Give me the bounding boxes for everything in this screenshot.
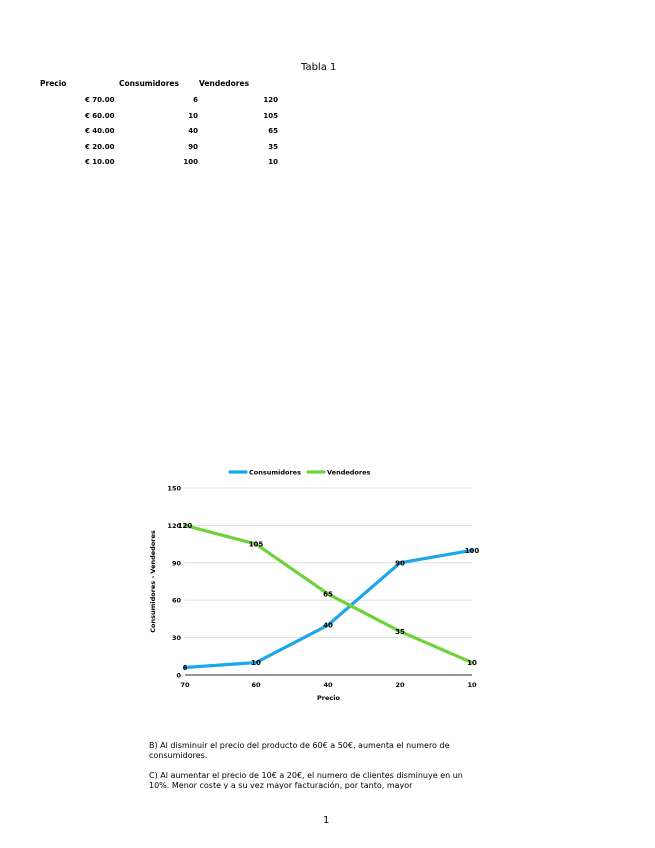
- table-cell-precio: € 60.00: [85, 111, 115, 120]
- legend-label-consumidores: Consumidores: [249, 468, 301, 477]
- table-title: Tabla 1: [301, 62, 337, 73]
- data-label: 10: [251, 659, 261, 668]
- data-label: 90: [395, 559, 405, 568]
- y-axis-title: Consumidores - Vendedores: [149, 530, 157, 633]
- table-cell-vendedores: 65: [268, 127, 278, 135]
- series-line-consumidores: [185, 550, 472, 667]
- x-tick-label: 40: [323, 681, 333, 689]
- table-cell-precio: € 70.00: [85, 96, 115, 104]
- data-label: 10: [467, 659, 477, 668]
- y-tick-label: 30: [171, 634, 181, 643]
- y-tick-label: 0: [176, 671, 181, 680]
- data-label: 120: [177, 521, 193, 530]
- table-cell-precio: € 40.00: [85, 127, 115, 135]
- paragraph-b: B) Al disminuir el precio del producto de 60€ a 50€, aumenta el numero de consumidores.: [149, 741, 450, 760]
- table-cell-vendedores: 10: [268, 158, 278, 166]
- table-cell-precio: € 20.00: [85, 142, 115, 151]
- data-label: 35: [395, 627, 405, 636]
- paragraph-c: C) Al aumentar el precio de 10€ a 20€, el numero de clientes disminuye en un 10%. Menor coste y a su vez mayor facturación, por tanto, mayor: [149, 771, 463, 789]
- data-label: 40: [323, 621, 333, 630]
- data-label: 6: [182, 664, 188, 673]
- y-tick-label: 60: [171, 596, 181, 605]
- table-cell-consumidores: 6: [193, 96, 198, 104]
- x-tick-label: 60: [251, 681, 261, 689]
- y-tick-label: 150: [167, 484, 181, 493]
- table-cell-vendedores: 105: [263, 111, 278, 120]
- header-vendedores: Vendedores: [199, 79, 250, 88]
- chart-svg: [145, 462, 485, 712]
- x-tick-label: 70: [180, 681, 190, 689]
- header-precio: Precio: [40, 79, 67, 88]
- table-cell-precio: € 10.00: [85, 158, 115, 166]
- table-cell-consumidores: 90: [188, 142, 198, 151]
- x-tick-label: 20: [395, 681, 405, 689]
- table-cell-consumidores: 100: [183, 158, 198, 166]
- line-chart: [145, 462, 485, 716]
- table-cell-vendedores: 35: [268, 142, 278, 151]
- legend-label-vendedores: Vendedores: [327, 468, 371, 477]
- y-tick-label: 90: [171, 559, 181, 568]
- page-number: 1: [323, 815, 330, 826]
- header-consumidores: Consumidores: [119, 79, 179, 88]
- data-label: 65: [323, 590, 333, 599]
- x-axis-title: Precio: [317, 694, 340, 702]
- data-label: 105: [248, 540, 264, 549]
- data-label: 100: [464, 546, 480, 555]
- table-cell-vendedores: 120: [263, 96, 278, 104]
- y-tick-label: 120: [167, 521, 181, 530]
- table-cell-consumidores: 40: [188, 127, 198, 135]
- x-tick-label: 10: [467, 681, 477, 689]
- table-cell-consumidores: 10: [188, 111, 198, 120]
